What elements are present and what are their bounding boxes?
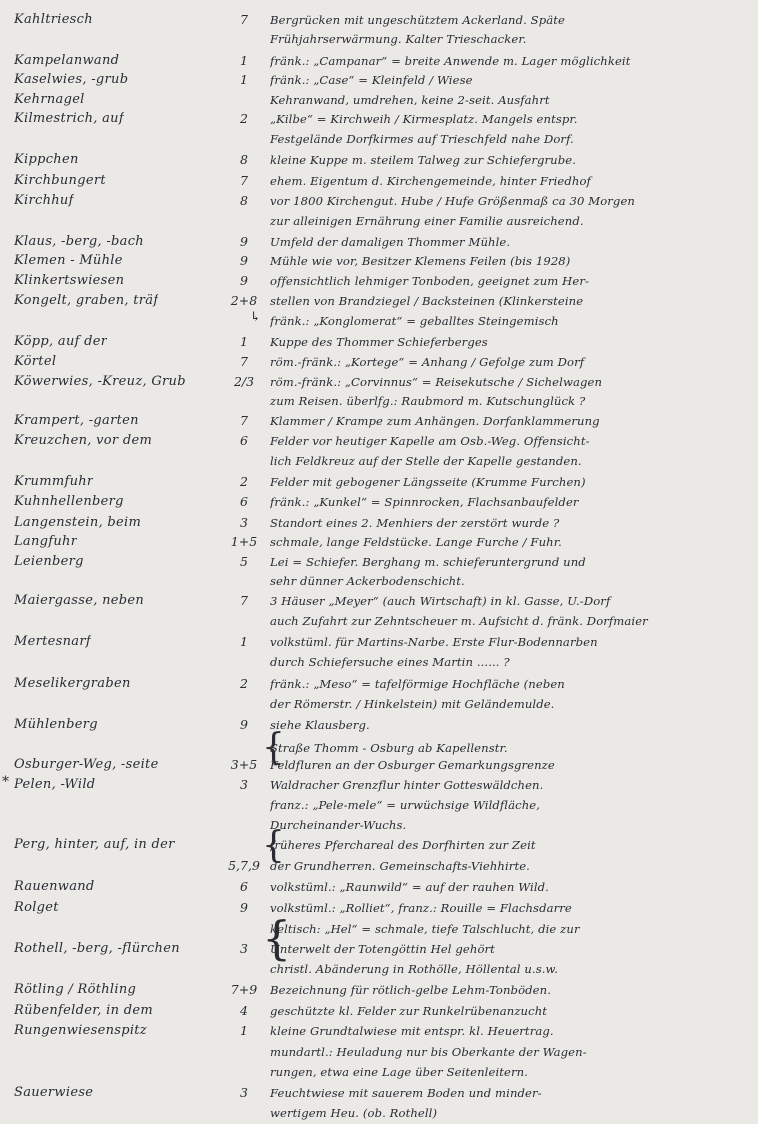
- field-name: Kirchbungert: [14, 173, 106, 188]
- field-description: Frühjahrserwärmung. Kalter Trieschacker.: [270, 32, 527, 46]
- field-description: Waldracher Grenzflur hinter Gotteswäldchen.: [270, 778, 544, 792]
- field-description: auch Zufahrt zur Zehntscheuer m. Aufsicht d. fränk. Dorfmaier: [270, 614, 648, 628]
- field-description: 3 Häuser „Meyer“ (auch Wirtschaft) in kl. Gasse, U.-Dorf: [270, 594, 611, 608]
- entry-line: [0, 1020, 758, 1042]
- entry-line: [0, 1061, 758, 1083]
- field-name: Klinkertswiesen: [14, 273, 125, 288]
- field-description: fränk.: „Meso“ = tafelförmige Hochfläche (neben: [270, 677, 565, 691]
- field-name: Körtel: [14, 354, 57, 369]
- entry-line: [0, 814, 758, 836]
- entry-line: [0, 897, 758, 919]
- field-name: Klaus, -berg, -bach: [14, 234, 144, 249]
- map-section-number: 5,7,9: [228, 858, 260, 873]
- field-description: fränk.: „Kunkel“ = Spinnrocken, Flachsanbaufelder: [270, 495, 579, 509]
- field-description: stellen von Brandziegel / Backsteinen (Klinkersteine: [270, 294, 584, 308]
- field-name: Kampelanwand: [14, 53, 120, 68]
- field-description: Klammer / Krampe zum Anhängen. Dorfanklammerung: [270, 414, 600, 428]
- field-name: Mühlenberg: [14, 717, 98, 732]
- field-name: Kehrnagel: [14, 92, 85, 107]
- field-name: Langenstein, beim: [14, 515, 142, 530]
- field-description: kleine Kuppe m. steilem Talweg zur Schiefergrube.: [270, 153, 576, 167]
- map-section-number: 3: [240, 1085, 248, 1100]
- brace-rothell: {: [262, 911, 292, 965]
- field-description: Lei = Schiefer. Berghang m. schieferuntergrund und: [270, 555, 586, 569]
- field-description: franz.: „Pele-mele“ = urwüchsige Wildfläche,: [270, 798, 541, 812]
- field-description: kleine Grundtalwiese mit entspr. kl. Heuertrag.: [270, 1024, 554, 1038]
- entry-line: [0, 531, 758, 553]
- map-section-number: 2/3: [233, 374, 255, 389]
- asterisk-mark: *: [2, 774, 9, 790]
- field-name: Maiergasse, neben: [14, 593, 145, 608]
- map-section-number: 7: [240, 593, 248, 608]
- field-description: Feldfluren an der Osburger Gemarkungsgrenze: [270, 758, 555, 772]
- entry-line: [0, 331, 758, 353]
- field-name: Krampert, -garten: [14, 413, 139, 428]
- map-section-number: 9: [240, 234, 248, 249]
- map-section-number: 1: [240, 53, 248, 68]
- field-description: schmale, lange Feldstücke. Lange Furche / Fuhr.: [270, 535, 562, 549]
- field-name: Rothell, -berg, -flürchen: [14, 941, 180, 956]
- entry-line: [0, 290, 758, 312]
- entry-line: [0, 794, 758, 816]
- map-section-number: 2: [240, 474, 248, 489]
- map-section-number: 7: [240, 354, 248, 369]
- field-name: Klemen - Mühle: [14, 253, 123, 268]
- entry-line: [0, 69, 758, 91]
- field-name: Kaselwies, -grub: [14, 72, 129, 87]
- entry-line: [0, 651, 758, 673]
- field-description: Kehranwand, umdrehen, keine 2-seit. Ausfahrt: [270, 93, 550, 107]
- field-description: volkstüml. für Martins-Narbe. Erste Flur-Bodennarben: [270, 635, 598, 649]
- field-name: Perg, hinter, auf, in der: [14, 837, 175, 852]
- field-description: Kuppe des Thommer Schieferberges: [270, 335, 488, 349]
- entry-line: [0, 390, 758, 412]
- field-description: zur alleinigen Ernährung einer Familie ausreichend.: [270, 214, 584, 228]
- field-name: Rübenfelder, in dem: [14, 1003, 153, 1018]
- entry-line: [0, 210, 758, 232]
- entry-line: [0, 631, 758, 653]
- map-section-number: 9: [240, 253, 248, 268]
- map-section-number: 3+5: [230, 757, 258, 772]
- field-name: Leienberg: [14, 554, 84, 569]
- entry-line: [0, 855, 758, 877]
- entry-line: [0, 834, 758, 856]
- field-description: durch Schiefersuche eines Martin ...... ?: [270, 655, 510, 669]
- entry-line: [0, 1082, 758, 1104]
- entry-line: [0, 270, 758, 292]
- entry-line: [0, 28, 758, 50]
- field-description: siehe Klausberg.: [270, 718, 370, 732]
- field-description: Mühle wie vor, Besitzer Klemens Feilen (bis 1928): [270, 254, 571, 268]
- entry-line: [0, 128, 758, 150]
- field-description: früheres Pferchareal des Dorfhirten zur Zeit: [270, 838, 536, 852]
- entry-line: [0, 590, 758, 612]
- entry-line: [0, 471, 758, 493]
- field-description: röm.-fränk.: „Corvinnus“ = Reisekutsche / Sichelwagen: [270, 375, 603, 389]
- field-description: Felder mit gebogener Längsseite (Krumme Furchen): [270, 475, 586, 489]
- map-section-number: 3: [240, 515, 248, 530]
- map-section-number: 6: [240, 879, 248, 894]
- field-description: christl. Abänderung in Rothölle, Höllental u.s.w.: [270, 962, 558, 976]
- field-description: offensichtlich lehmiger Tonboden, geeignet zum Her-: [270, 274, 590, 288]
- map-section-number: 1: [240, 72, 248, 87]
- map-section-number: 6: [240, 494, 248, 509]
- field-description: Bezeichnung für rötlich-gelbe Lehm-Tonböden.: [270, 983, 551, 997]
- map-section-number: 7: [240, 413, 248, 428]
- map-section-number: 5: [240, 554, 248, 569]
- entry-line: [0, 610, 758, 632]
- entry-line: [0, 570, 758, 592]
- brace-osburger: {: [262, 727, 285, 768]
- field-description: zum Reisen. überlfg.: Raubmord m. Kutschunglück ?: [270, 394, 586, 408]
- field-description: lich Feldkreuz auf der Stelle der Kapelle gestanden.: [270, 454, 582, 468]
- entry-line: [0, 310, 758, 332]
- entry-line: [0, 754, 758, 776]
- map-section-number: 8: [240, 193, 248, 208]
- field-name: Kahltriesch: [14, 12, 93, 27]
- entry-line: [0, 693, 758, 715]
- entry-line: [0, 774, 758, 796]
- field-description: Standort eines 2. Menhiers der zerstört wurde ?: [270, 516, 560, 530]
- field-name: Rötling / Röthling: [14, 982, 137, 997]
- field-description: ehem. Eigentum d. Kirchengemeinde, hinter Friedhof: [270, 174, 591, 188]
- field-description: geschützte kl. Felder zur Runkelrübenanzucht: [270, 1004, 548, 1018]
- map-section-number: 1: [240, 1023, 248, 1038]
- field-description: Felder vor heutiger Kapelle am Osb.-Weg. Offensicht-: [270, 434, 590, 448]
- field-name: Krummfuhr: [14, 474, 94, 489]
- field-name: Langfuhr: [14, 534, 78, 549]
- entry-line: [0, 410, 758, 432]
- entry-line: [0, 918, 758, 940]
- field-name: Meselikergraben: [14, 676, 131, 691]
- entry-line: [0, 430, 758, 452]
- field-description: wertigem Heu. (ob. Rothell): [270, 1106, 438, 1120]
- field-description: Feuchtwiese mit sauerem Boden und minder-: [270, 1086, 542, 1100]
- field-name: Köwerwies, -Kreuz, Grub: [14, 374, 186, 389]
- field-name: Rauenwand: [14, 879, 95, 894]
- field-name: Mertesnarf: [14, 634, 91, 649]
- field-description: Durcheinander-Wuchs.: [270, 818, 407, 832]
- entry-line: [0, 876, 758, 898]
- field-description: Straße Thomm - Osburg ab Kapellenstr.: [270, 741, 508, 755]
- field-description: „Kilbe“ = Kirchweih / Kirmesplatz. Mangels entspr.: [270, 112, 578, 126]
- entry-line: [0, 958, 758, 980]
- field-name: Köpp, auf der: [14, 334, 108, 349]
- field-description: mundartl.: Heuladung nur bis Oberkante der Wagen-: [270, 1045, 587, 1059]
- map-section-number: 7+9: [230, 982, 258, 997]
- field-description: volkstüml.: „Rolliet“, franz.: Rouille = Flachsdarre: [270, 901, 572, 915]
- map-section-number: 3: [240, 941, 248, 956]
- entry-line: [0, 491, 758, 513]
- field-description: volkstüml.: „Raunwild“ = auf der rauhen Wild.: [270, 880, 549, 894]
- field-name: Kilmestrich, auf: [14, 111, 124, 126]
- entry-line: [0, 673, 758, 695]
- entry-line: [0, 714, 758, 736]
- map-section-number: 2: [240, 111, 248, 126]
- field-description: Umfeld der damaligen Thommer Mühle.: [270, 235, 511, 249]
- entry-line: [0, 938, 758, 960]
- entry-line: [0, 1041, 758, 1063]
- field-name: Rungenwiesenspitz: [14, 1023, 147, 1038]
- field-name: Osburger-Weg, -seite: [14, 757, 159, 772]
- field-name: Kuhnhellenberg: [14, 494, 124, 509]
- continuation-arrow-icon: ↳: [250, 310, 261, 325]
- entry-line: [0, 450, 758, 472]
- field-description: der Grundherren. Gemeinschafts-Viehhirte.: [270, 859, 530, 873]
- field-name: Kippchen: [14, 152, 79, 167]
- brace-perg: {: [262, 825, 285, 866]
- field-name: Kongelt, graben, träf: [14, 293, 159, 308]
- entry-line: [0, 1102, 758, 1124]
- map-section-number: 9: [240, 273, 248, 288]
- entry-line: [0, 351, 758, 373]
- field-name: Pelen, -Wild: [14, 777, 96, 792]
- field-description: Bergrücken mit ungeschütztem Ackerland. Späte: [270, 13, 565, 27]
- map-section-number: 1+5: [230, 534, 258, 549]
- field-description: vor 1800 Kirchengut. Hube / Hufe Größenmaß ca 30 Morgen: [270, 194, 635, 208]
- entry-line: [0, 108, 758, 130]
- field-description: sehr dünner Ackerbodenschicht.: [270, 574, 465, 588]
- field-description: fränk.: „Case“ = Kleinfeld / Wiese: [270, 73, 473, 87]
- entry-line: [0, 170, 758, 192]
- map-section-number: 8: [240, 152, 248, 167]
- map-section-number: 9: [240, 717, 248, 732]
- field-description: röm.-fränk.: „Kortege“ = Anhang / Gefolge zum Dorf: [270, 355, 585, 369]
- field-description: fränk.: „Konglomerat“ = geballtes Steingemisch: [270, 314, 559, 328]
- field-description: Festgelände Dorfkirmes auf Trieschfeld nahe Dorf.: [270, 132, 574, 146]
- field-description: keltisch: „Hel“ = schmale, tiefe Talschlucht, die zur: [270, 922, 580, 936]
- map-section-number: 9: [240, 900, 248, 915]
- entry-line: [0, 979, 758, 1001]
- map-section-number: 1: [240, 334, 248, 349]
- map-section-number: 1: [240, 634, 248, 649]
- map-section-number: 7: [240, 12, 248, 27]
- map-section-number: 2: [240, 676, 248, 691]
- field-description: der Römerstr. / Hinkelstein) mit Geländemulde.: [270, 697, 555, 711]
- field-description: rungen, etwa eine Lage über Seitenleitern.: [270, 1065, 528, 1079]
- map-section-number: 6: [240, 433, 248, 448]
- map-section-number: 2+8: [230, 293, 258, 308]
- entry-line: [0, 149, 758, 171]
- entry-line: [0, 190, 758, 212]
- entry-line: [0, 1000, 758, 1022]
- field-description: fränk.: „Campanar“ = breite Anwende m. Lager möglichkeit: [270, 54, 631, 68]
- field-name: Kreuzchen, vor dem: [14, 433, 153, 448]
- field-name: Kirchhuf: [14, 193, 74, 208]
- map-section-number: 7: [240, 173, 248, 188]
- field-description: Unterwelt der Totengöttin Hel gehört: [270, 942, 495, 956]
- map-section-number: 3: [240, 777, 248, 792]
- field-name: Sauerwiese: [14, 1085, 94, 1100]
- entry-line: [0, 250, 758, 272]
- map-section-number: 4: [240, 1003, 248, 1018]
- field-name: Rolget: [14, 900, 59, 915]
